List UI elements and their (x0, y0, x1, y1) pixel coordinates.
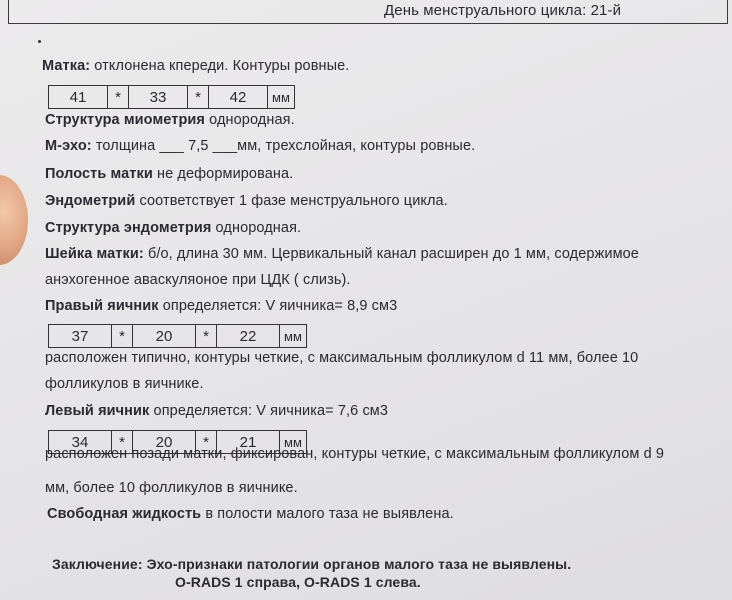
uterus-label: Матка: (42, 58, 91, 74)
left-ovary-label: Левый яичник (45, 403, 150, 419)
cervix-line-2: анэхогенное аваскуляоное при ЦДК ( слизь). (45, 272, 351, 288)
dim-separator: * (196, 431, 217, 454)
right-ovary-dim-3: 22 (217, 325, 280, 348)
m-echo-line (45, 138, 475, 154)
right-ovary-desc-1: расположен типично, контуры четкие, с максимальным фолликулом d 11 мм, более 10 (45, 350, 639, 366)
right-ovary-text: определяется: V яичника= 8,9 см3 (158, 298, 398, 314)
right-ovary-label: Правый яичник (45, 298, 159, 314)
endometrium-structure-line (45, 220, 301, 236)
left-ovary-dim-3: 21 (217, 431, 280, 454)
dim-unit: мм (268, 86, 295, 109)
endometrium-label: Эндометрий (45, 193, 136, 209)
endometrium-structure-label: Структура эндометрия (45, 220, 212, 236)
uterus-line (42, 58, 349, 74)
free-fluid-line (47, 506, 454, 522)
right-ovary-line (45, 298, 397, 314)
myometrium-text: однородная. (204, 112, 295, 128)
uterus-dim-2: 33 (129, 86, 188, 109)
m-echo-text: толщина ___ 7,5 ___мм, трехслойная, контуры ровные. (91, 138, 476, 154)
uterus-dim-3: 42 (209, 86, 268, 109)
dim-separator: * (188, 86, 209, 109)
cervix-text: б/о, длина 30 мм. Цервикальный канал расширен до 1 мм, содержимое (143, 246, 639, 262)
free-fluid-label: Свободная жидкость (47, 506, 202, 522)
cavity-label: Полость матки (45, 166, 153, 182)
endometrium-line (45, 193, 448, 209)
left-ovary-text: определяется: V яичника= 7,6 см3 (149, 403, 389, 419)
cervix-line (45, 246, 639, 262)
ink-dot (38, 40, 41, 43)
cavity-line (45, 166, 293, 182)
endometrium-text: соответствует 1 фазе менструального цикла. (135, 193, 448, 209)
dim-separator: * (112, 325, 133, 348)
right-ovary-dim-1: 37 (49, 325, 112, 348)
right-ovary-dimensions-table (48, 324, 307, 348)
cavity-text: не деформирована. (152, 166, 294, 182)
dim-unit: мм (280, 431, 307, 454)
m-echo-label: М-эхо: (45, 138, 92, 154)
right-ovary-dim-2: 20 (133, 325, 196, 348)
cervix-label: Шейка матки: (45, 246, 144, 262)
left-ovary-desc-1: расположен позади матки, фиксирован, контуры четкие, с максимальным фолликулом d 9 (45, 446, 665, 462)
uterus-text: отклонена кпереди. Контуры ровные. (90, 58, 350, 74)
left-ovary-line (45, 403, 388, 419)
myometrium-label: Структура миометрия (45, 112, 205, 128)
dim-separator: * (196, 325, 217, 348)
endometrium-structure-text: однородная. (211, 220, 302, 236)
left-ovary-dim-1: 34 (49, 431, 112, 454)
uterus-dim-1: 41 (49, 86, 108, 109)
right-ovary-desc-2: фолликулов в яичнике. (45, 376, 204, 392)
cycle-day: День менструального цикла: 21-й (384, 2, 622, 19)
left-ovary-desc-2: мм, более 10 фолликулов в яичнике. (45, 480, 298, 496)
finger-edge (0, 175, 28, 265)
uterus-dimensions-table (48, 85, 295, 109)
dim-separator: * (108, 86, 129, 109)
free-fluid-text: в полости малого таза не выявлена. (201, 506, 454, 522)
dim-separator: * (112, 431, 133, 454)
myometrium-line (45, 112, 295, 128)
conclusion-line-1: Заключение: Эхо-признаки патологии органов малого таза не выявлены. (52, 556, 572, 572)
dim-unit: мм (280, 325, 307, 348)
left-ovary-dim-2: 20 (133, 431, 196, 454)
conclusion-line-2: O-RADS 1 справа, O-RADS 1 слева. (175, 574, 421, 590)
